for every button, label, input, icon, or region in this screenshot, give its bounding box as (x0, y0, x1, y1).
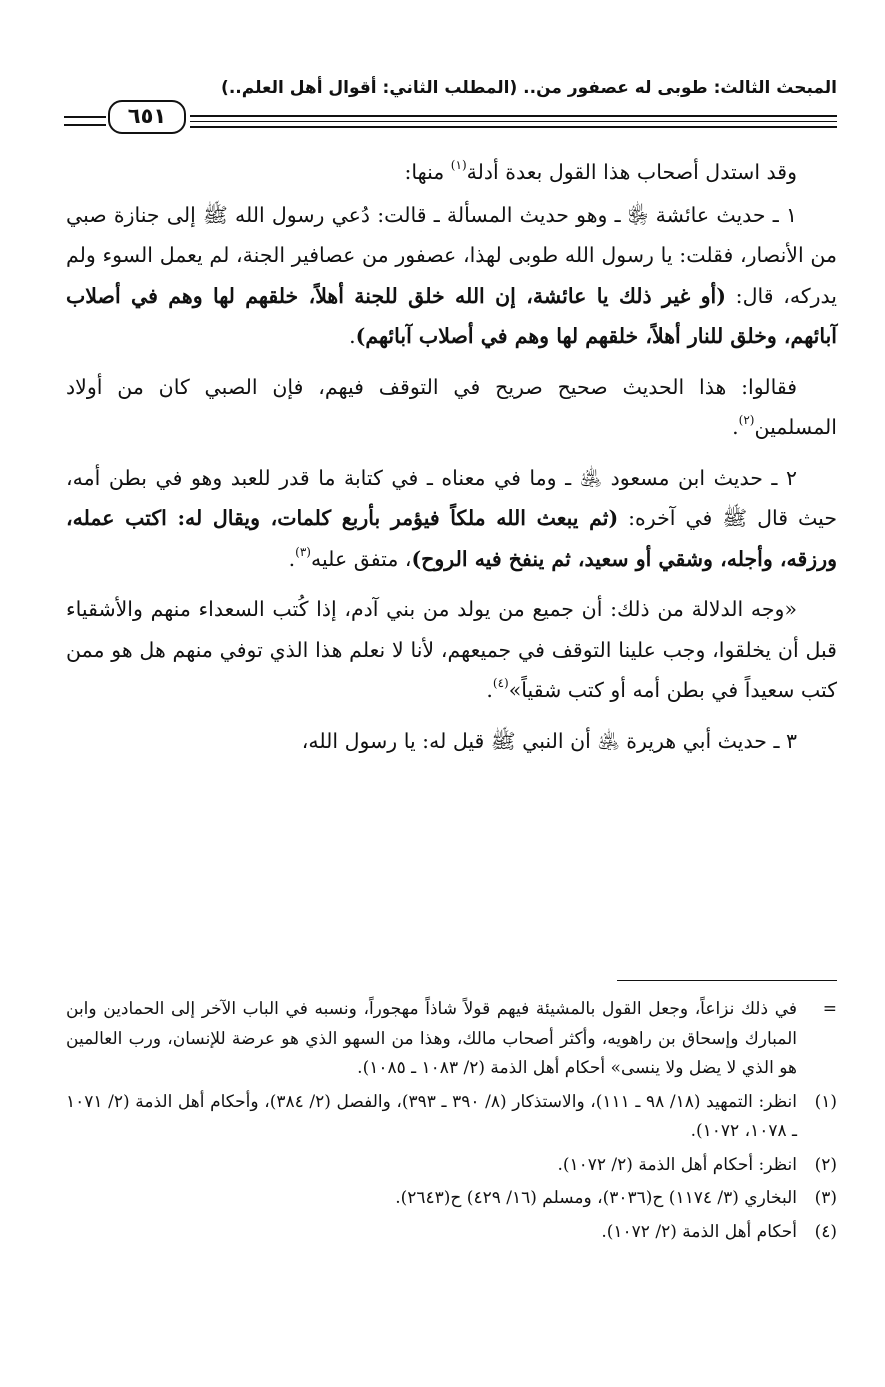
page-number: ٦٥١ (108, 100, 186, 134)
main-text (66, 152, 837, 771)
footnote-mark: (٤) (814, 1221, 837, 1242)
paragraph: ١ ـ حديث عائشة ﵂ ـ وهو حديث المسألة ـ قالت: دُعي رسول الله ﷺ إلى جنازة صبي من الأنصار، فقلت: يا رسول الله طوبى لهذا، عصفور من عصافير الجنة، لم يعمل السوء ولم يدركه، قال: (أو غير ذلك يا عائشة، إن الله خلق للجنة أهلاً، خلقهم لها وهم في أصلاب آبائهم، وخلق للنار أهلاً، خلقهم لها وهم في أصلاب آبائهم). (66, 202, 837, 348)
footnote: = في ذلك نزاعاً، وجعل القول بالمشيئة فيهم قولاً شاذاً مهجوراً، ونسبه في الباب الآخر إلى الحمادين وابن المبارك وإسحاق بن راهويه، وأكثر أصحاب مالك، وهذا من السهو الذي هو عرضة للإنسان، ورب العالمين هو الذي لا يضل ولا ينسى» أحكام أهل الذمة (٢/ ١٠٨٣ ـ ١٠٨٥). (66, 995, 837, 1084)
header-rule (190, 115, 837, 117)
footnote: (٤) أحكام أهل الذمة (٢/ ١٠٧٢). (66, 1218, 837, 1248)
paragraph: ٣ ـ حديث أبي هريرة ﵁ أن النبي ﷺ قيل له: يا رسول الله، (301, 728, 797, 753)
footnote-ref: (٢) (738, 413, 755, 427)
hadith-quote: (ثم يبعث الله ملكاً فيؤمر بأربع كلمات، ويقال له: اكتب عمله، ورزقه، وأجله، وشقي أو سعيد، ثم ينفخ فيه الروح) (66, 506, 837, 571)
footnote: (١) انظر: التمهيد (١٨/ ٩٨ ـ ١١١)، والاستذكار (٨/ ٣٩٠ ـ ٣٩٣)، والفصل (٢/ ٣٨٤)، وأحكام أهل الذمة (٢/ ١٠٧١ ـ ١٠٧٨، ١٠٧٢). (66, 1088, 837, 1147)
paragraph: وقد استدل أصحاب هذا القول بعدة أدلة$^{(١)}$ منها: (404, 158, 797, 184)
paragraph: فقالوا: هذا الحديث صحيح صريح في التوقف فيهم، فإن الصبي كان من أولاد المسلمين$^{(٢)}$. (66, 374, 837, 439)
header-dash (64, 124, 106, 126)
footnote-separator (617, 980, 837, 981)
header-dash (64, 116, 106, 118)
header-rule (190, 121, 837, 122)
hadith-quote: (أو غير ذلك يا عائشة، إن الله خلق للجنة أهلاً، خلقهم لها وهم في أصلاب آبائهم، وخلق للنار أهلاً، خلقهم لها وهم في أصلاب آبائهم) (66, 283, 837, 348)
header-rule (190, 126, 837, 128)
footnote-mark: (٢) (814, 1154, 837, 1175)
footnote-ref: (١) (450, 158, 467, 172)
paragraph: «وجه الدلالة من ذلك: أن جميع من يولد من بني آدم، إذا كُتب السعداء منهم والأشقياء قبل أن يخلقوا، وجب علينا التوقف في جميعهم، لأنا لا نعلم هذا الذي توفي منهم هل هو ممن كتب سعيداً في بطن أمه أو كتب شقياً»$^{(٤)}$. (66, 597, 837, 702)
footnote: (٣) البخاري (٣/ ١١٧٤) ح(٣٠٣٦)، ومسلم (١٦/ ٤٢٩) ح(٢٦٤٣). (66, 1184, 837, 1214)
footnotes (66, 995, 837, 1251)
footnote-mark: (١) (814, 1091, 837, 1112)
footnote: (٢) انظر: أحكام أهل الذمة (٢/ ١٠٧٢). (66, 1151, 837, 1181)
footnote-mark: = (822, 999, 837, 1019)
footnote-ref: (٤) (492, 676, 509, 690)
paragraph: ٢ ـ حديث ابن مسعود ﵁ ـ وما في معناه ـ في كتابة ما قدر للعبد وهو في بطن أمه، حيث قال ﷺ في آخره: (ثم يبعث الله ملكاً فيؤمر بأربع كلمات، ويقال له: اكتب عمله، ورزقه، وأجله، وشقي أو سعيد، ثم ينفخ فيه الروح)، متفق عليه$^{(٣)}$. (66, 465, 837, 571)
footnote-mark: (٣) (814, 1188, 837, 1208)
footnote-ref: (٣) (295, 544, 311, 559)
running-header: المبحث الثالث: طوبى له عصفور من.. (المطلب الثاني: أقوال أهل العلم..) (221, 78, 837, 98)
